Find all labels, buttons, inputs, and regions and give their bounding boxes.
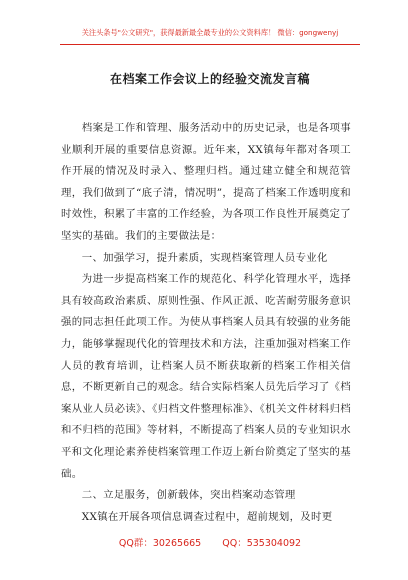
document-body: [61, 118, 351, 528]
section-1-paragraph: 为进一步提高档案工作的规范化、科学化管理水平，选择具有较高政治素质、原则性强、作风正派、吃苦耐劳服务意识强的同志担任此项工作。为使从事档案人员具有较强的业务能力，能够掌握现代化的管理技术和方法，注重加强对档案工作人员的教育培训，让档案人员不断获取新的档案工作相关信息，不断更新自己的观念。结合实际档案人员先后学习了《档案从业人员必读》、《归档文件整理标准》、《机关文件材料归档和不归档的范围》等材料，不断提高了档案人员的专业知识水平和文化理论素养使档案管理工作迈上新台阶奠定了坚实的基础。: [61, 273, 351, 480]
footer-qq-number: QQ：535304092: [222, 538, 302, 549]
footer-qq-group: QQ群：30265665: [118, 538, 202, 549]
header-notice: 关注头条号"公文研究"，获得最新最全最专业的公文资料库！ 微信：gongwenyj: [81, 28, 339, 37]
header-divider: [60, 44, 360, 45]
document-title: 在档案工作会议上的经验交流发言稿: [109, 72, 310, 86]
section-2-paragraph: XX镇在开展各项信息调查过程中，超前规划，及时更: [81, 510, 333, 523]
section-heading-1: 一、加强学习，提升素质，实现档案管理人员专业化: [81, 251, 328, 264]
intro-paragraph: 档案是工作和管理、服务活动中的历史记录，也是各项事业顺利开展的重要信息资源。近年来，XX镇每年都对各项工作开展的情况及时录入、整理归档。通过建立健全和规范管理，我们做到了“底子清，情况明”，提高了档案工作透明度和时效性，积累了丰富的工作经验，为各项工作良性开展奠定了坚实的基础。我们的主要做法是：: [61, 122, 351, 242]
section-heading-2: 二、立足服务，创新载体，突出档案动态管理: [81, 489, 296, 502]
footer-contact: [60, 535, 360, 549]
